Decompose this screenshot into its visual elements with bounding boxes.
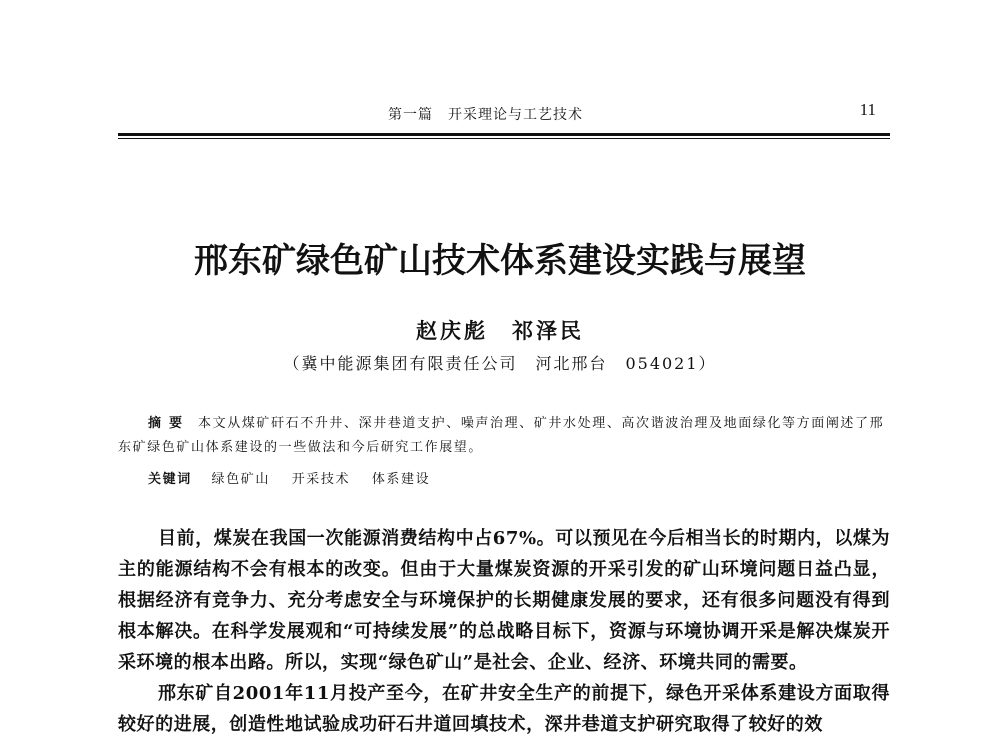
running-head-section: 第一篇 开采理论与工艺技术 xyxy=(388,107,583,123)
keyword-item: 体系建设 xyxy=(371,472,431,487)
abstract-text: 本文从煤矿矸石不升井、深井巷道支护、噪声治理、矿井水处理、高次谐波治理及地面绿化等方面阐述了邢东矿绿色矿山体系建设的一些做法和今后研究工作展望。 xyxy=(118,416,885,455)
paper-title: 邢东矿绿色矿山技术体系建设实践与展望 xyxy=(194,241,806,281)
running-head xyxy=(118,100,890,126)
abstract xyxy=(118,412,890,460)
authors: 赵庆彪 祁泽民 xyxy=(416,318,584,343)
keywords-label: 关键词 xyxy=(148,472,192,487)
page-number: 11 xyxy=(859,100,876,119)
header-rule-thin xyxy=(118,138,890,139)
keyword-item: 开采技术 xyxy=(291,472,351,487)
body-paragraph: 目前，煤炭在我国一次能源消费结构中占67%。可以预见在今后相当长的时期内，以煤为主的能源结构不会有根本的改变。但由于大量煤炭资源的开采引发的矿山环境问题日益凸显，根据经济有竞争力、充分考虑安全与环境保护的长期健康发展的要求，还有很多问题没有得到根本解决。在科学发展观和“可持续发展”的总战略目标下，资源与环境协调开采是解决煤炭开采环境的根本出路。所以，实现“绿色矿山”是社会、企业、经济、环境共同的需要。 xyxy=(118,528,890,673)
keyword-item: 绿色矿山 xyxy=(211,472,270,487)
header-rule-thick xyxy=(118,133,890,136)
body-text xyxy=(118,523,890,740)
abstract-label: 摘要 xyxy=(148,416,191,431)
keywords xyxy=(148,468,446,487)
body-paragraph: 邢东矿自2001年11月投产至今，在矿井安全生产的前提下，绿色开采体系建设方面取得较好的进展，创造性地试验成功矸石井道回填技术，深井巷道支护研究取得了较好的效 xyxy=(118,683,890,735)
affiliation: （冀中能源集团有限责任公司 河北邢台 054021） xyxy=(283,354,717,373)
